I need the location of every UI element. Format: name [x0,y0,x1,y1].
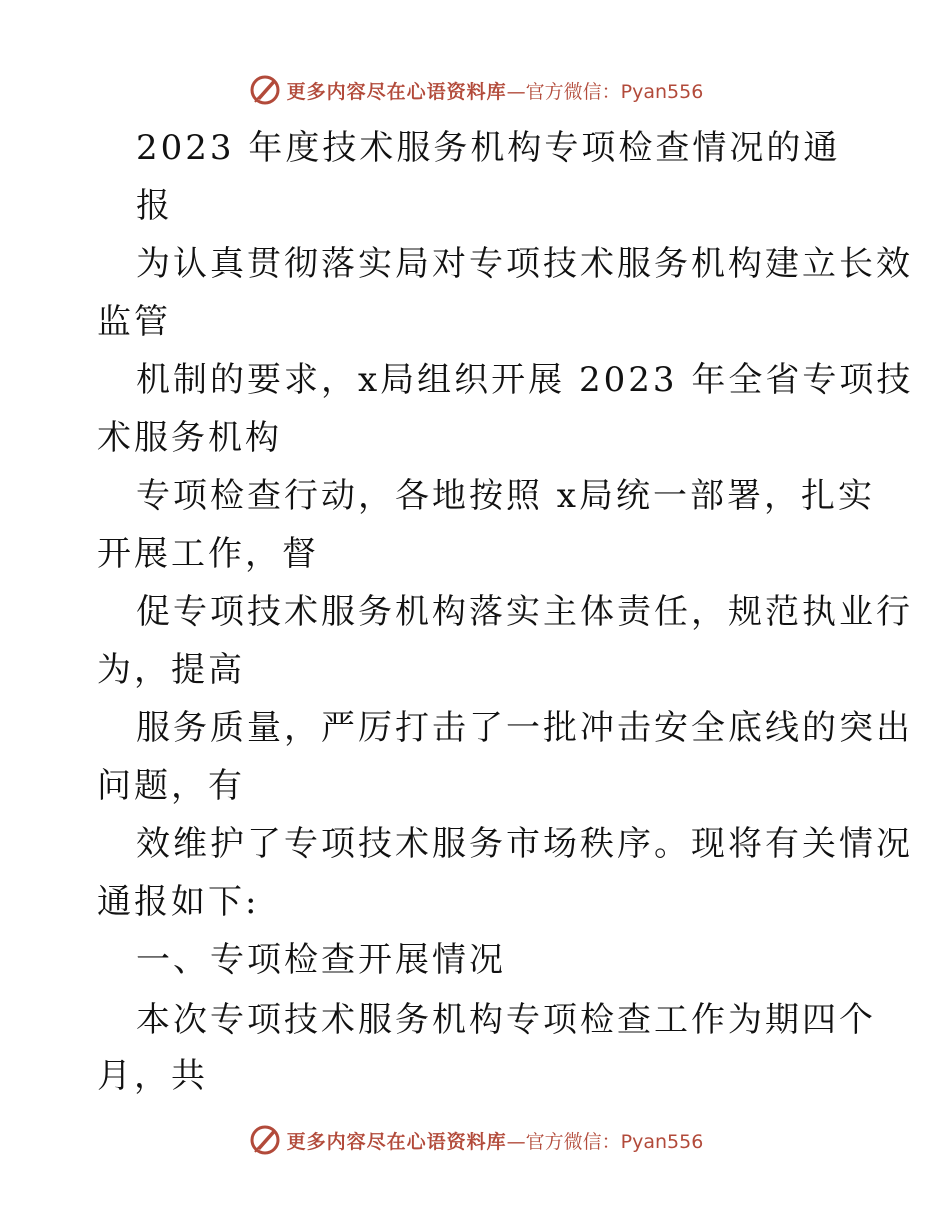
doc-line: 专项检查行动，各地按照 x局统一部署，扎实 [136,476,875,516]
doc-line: 开展工作，督 [97,534,319,574]
doc-line: 促专项技术服务机构落实主体责任，规范执业行 [136,592,913,632]
banner-slogan: 更多内容尽在心语资料库 [286,80,507,103]
doc-line: 服务质量，严厉打击了一批冲击安全底线的突出 [136,708,913,748]
doc-title-line-2: 报 [136,186,173,226]
section-heading: 一、专项检查开展情况 [136,940,506,980]
doc-line: 机制的要求，x局组织开展 2023 年全省专项技 [136,360,914,400]
doc-line: 为认真贯彻落实局对专项技术服务机构建立长效 [136,244,913,284]
banner-contact: —官方微信：Pyan556 [506,80,704,103]
banner-contact: —官方微信：Pyan556 [506,1130,704,1153]
doc-line: 为，提高 [97,650,245,690]
doc-line: 通报如下: [97,882,260,922]
doc-line: 月，共 [97,1056,208,1096]
footer-banner [0,1120,950,1160]
quill-logo-icon [247,1122,283,1158]
doc-line: 术服务机构 [97,418,282,458]
doc-line: 本次专项技术服务机构专项检查工作为期四个 [136,1000,876,1040]
banner-slogan: 更多内容尽在心语资料库 [286,1130,507,1153]
doc-title-line-1: 2023 年度技术服务机构专项检查情况的通 [136,128,841,168]
doc-line: 效维护了专项技术服务市场秩序。现将有关情况 [136,824,913,864]
doc-line: 问题，有 [97,766,245,806]
doc-line: 监管 [97,302,171,342]
